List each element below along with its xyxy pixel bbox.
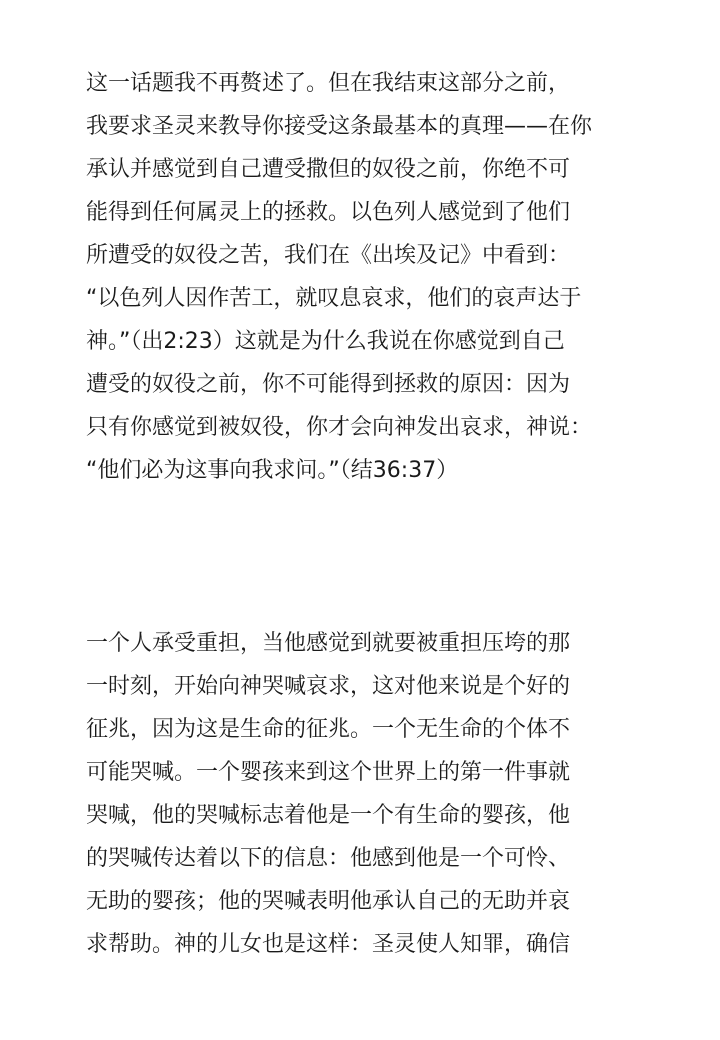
text-line: 这一话题我不再赘述了。但在我结束这部分之前， — [86, 71, 571, 96]
text-line: “他们必为这事向我求问。”（结36:37） — [86, 458, 459, 483]
text-line: 能得到任何属灵上的拯救。以色列人感觉到了他们 — [86, 200, 571, 225]
text-line: 我要求圣灵来教导你接受这条最基本的真理——在你 — [86, 114, 593, 139]
paragraph-2 — [86, 622, 646, 966]
text-line: 无助的婴孩；他的哭喊表明他承认自己的无助并哀 — [86, 889, 571, 914]
text-line: 的哭喊传达着以下的信息：他感到他是一个可怜、 — [86, 846, 571, 871]
text-line: 承认并感觉到自己遭受撒但的奴役之前，你绝不可 — [86, 157, 571, 182]
text-line: 神。”（出2:23）这就是为什么我说在你感觉到自己 — [86, 329, 565, 354]
text-line: 遭受的奴役之前，你不可能得到拯救的原因：因为 — [86, 372, 571, 397]
text-line: 可能哭喊。一个婴孩来到这个世界上的第一件事就 — [86, 760, 571, 785]
text-line: 求帮助。神的儿女也是这样：圣灵使人知罪，确信 — [86, 932, 571, 957]
text-line: “以色列人因作苦工，就叹息哀求，他们的哀声达于 — [86, 286, 582, 311]
text-line: 哭喊，他的哭喊标志着他是一个有生命的婴孩，他 — [86, 803, 571, 828]
text-line: 一时刻，开始向神哭喊哀求，这对他来说是个好的 — [86, 674, 571, 699]
text-line: 一个人承受重担，当他感觉到就要被重担压垮的那 — [86, 631, 571, 656]
text-line: 只有你感觉到被奴役，你才会向神发出哀求，神说： — [86, 415, 593, 440]
paragraph-1 — [86, 62, 646, 492]
text-line: 所遭受的奴役之苦，我们在《出埃及记》中看到： — [86, 243, 571, 268]
text-line: 征兆，因为这是生命的征兆。一个无生命的个体不 — [86, 717, 571, 742]
